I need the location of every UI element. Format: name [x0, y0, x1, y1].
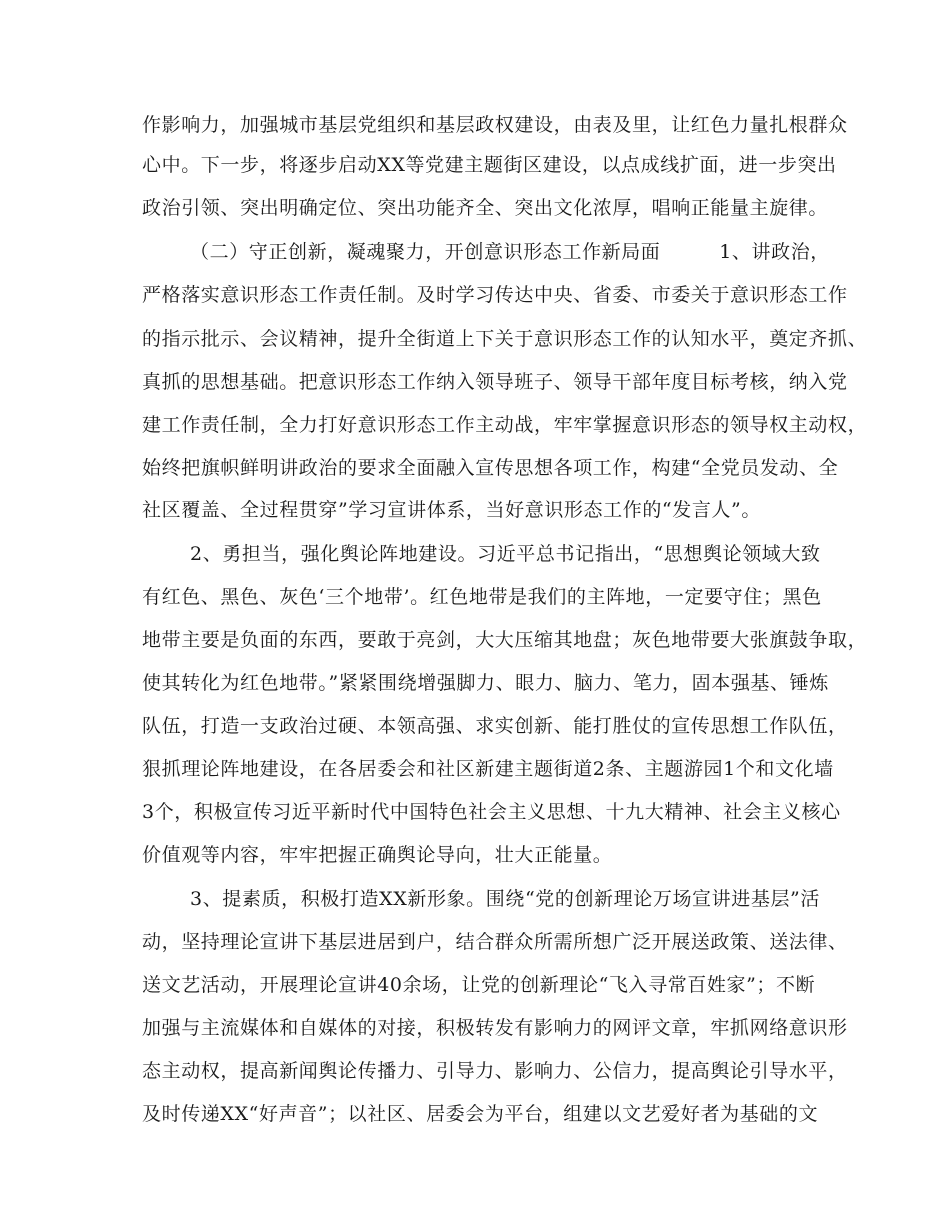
text-line: 社区覆盖、全过程贯穿”学习宣讲体系，当好意识形态工作的“发言人”。	[142, 499, 761, 521]
text-line: 3个，积极宣传习近平新时代中国特色社会主义思想、十九大精神、社会主义核心	[142, 801, 841, 823]
text-line: 使其转化为红色地带。”紧紧围绕增强脚力、眼力、脑力、笔力，固本强基、锤炼	[142, 672, 829, 694]
text-line: 地带主要是负面的东西，要敢于亮剑，大大压缩其地盘；灰色地带要大张旗鼓争取，	[142, 629, 868, 651]
text-line: 狠抓理论阵地建设，在各居委会和社区新建主题街道2条、主题游园1个和文化墙	[142, 758, 834, 780]
text-line: 的指示批示、会议精神，提升全街道上下关于意识形态工作的认知水平，奠定齐抓、	[142, 328, 868, 350]
paragraph-start-line: 3、提素质，积极打造XX新形象。围绕“党的创新理论万场宣讲进基层”活	[190, 888, 820, 910]
text-line: 建工作责任制，全力打好意识形态工作主动战，牢牢掌握意识形态的领导权主动权，	[142, 414, 868, 436]
text-line: 作影响力，加强城市基层党组织和基层政权建设，由表及里，让红色力量扎根群众	[142, 114, 848, 136]
text-line: 心中。下一步，将逐步启动XX等党建主题街区建设，以点成线扩面，进一步突出	[142, 154, 837, 176]
paragraph-start-line: 2、勇担当，强化舆论阵地建设。习近平总书记指出，“思想舆论领域大致	[190, 543, 821, 565]
text-line: 真抓的思想基础。把意识形态工作纳入领导班子、领导干部年度目标考核，纳入党	[142, 371, 848, 393]
text-line: 价值观等内容，牢牢把握正确舆论导向，壮大正能量。	[142, 844, 613, 866]
text-line: 严格落实意识形态工作责任制。及时学习传达中央、省委、市委关于意识形态工作	[142, 284, 848, 306]
section-heading-line: （二）守正创新，凝魂聚力，开创意识形态工作新局面 1、讲政治，	[190, 241, 830, 263]
text-line: 送文艺活动，开展理论宣讲40余场，让党的创新理论“飞入寻常百姓家”；不断	[142, 974, 816, 996]
text-line: 动，坚持理论宣讲下基层进居到户，结合群众所需所想广泛开展送政策、送法律、	[142, 931, 848, 953]
text-line: 政治引领、突出明确定位、突出功能齐全、突出文化浓厚，唱响正能量主旋律。	[142, 197, 829, 219]
text-line: 及时传递XX“好声音”；以社区、居委会为平台，组建以文艺爱好者为基础的文	[142, 1103, 819, 1125]
text-line: 加强与主流媒体和自媒体的对接，积极转发有影响力的网评文章，牢抓网络意识形	[142, 1017, 848, 1039]
text-line: 始终把旗帜鲜明讲政治的要求全面融入宣传思想各项工作，构建“全党员发动、全	[142, 457, 839, 479]
text-line: 有红色、黑色、灰色‘三个地带’。红色地带是我们的主阵地，一定要守住；黑色	[142, 586, 822, 608]
text-line: 态主动权，提高新闻舆论传播力、引导力、影响力、公信力，提高舆论引导水平，	[142, 1060, 848, 1082]
text-line: 队伍，打造一支政治过硬、本领高强、求实创新、能打胜仗的宣传思想工作队伍，	[142, 715, 848, 737]
